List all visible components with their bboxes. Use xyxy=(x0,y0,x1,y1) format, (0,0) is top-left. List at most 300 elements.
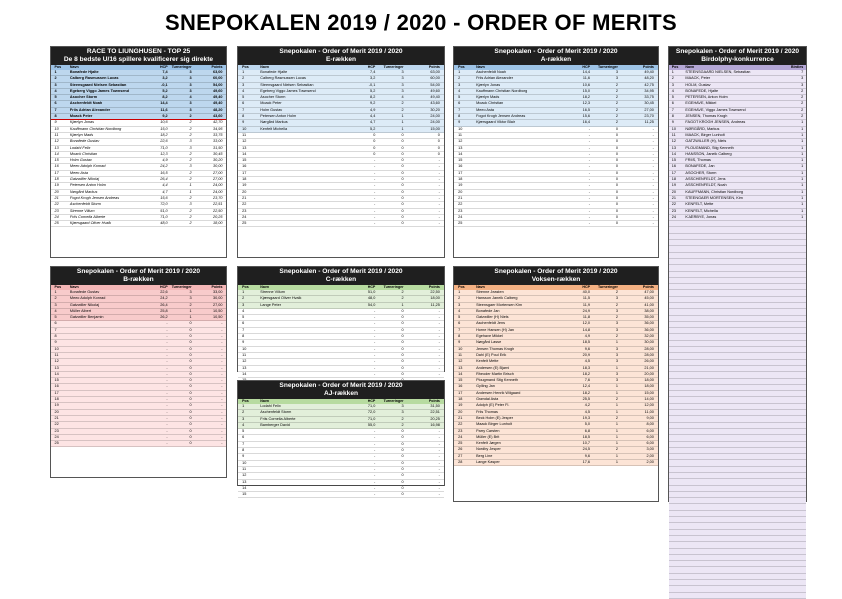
cell-points: - xyxy=(438,183,440,188)
cell-pos: 5 xyxy=(242,429,245,434)
top25-panel xyxy=(50,46,227,258)
col-pos: Pos xyxy=(54,65,62,69)
cell-hcp: 15,6 xyxy=(582,114,590,119)
panel-subtitle: AJ-rækken xyxy=(238,390,444,399)
cell-pos: 3 xyxy=(458,82,461,87)
cell-name xyxy=(476,158,560,163)
cell-name: Strenne Jeasten xyxy=(476,290,504,294)
cell-name xyxy=(260,340,345,345)
cell-tournaments: 2 xyxy=(615,101,618,106)
cell-name xyxy=(70,403,142,408)
cell-points: 36,00 xyxy=(644,327,654,332)
cell-name xyxy=(476,221,560,226)
cell-name xyxy=(70,359,142,364)
cell-points: - xyxy=(652,195,654,200)
cell-hcp: 12,3 xyxy=(160,151,168,156)
cell-points: 8,00 xyxy=(646,422,654,427)
cell-hcp: - xyxy=(588,202,590,207)
cell-tournaments: 3 xyxy=(615,70,618,74)
cell-points: 60,00 xyxy=(212,76,223,81)
cell-birdies: 3 xyxy=(801,76,804,81)
cell-tournaments: 3 xyxy=(189,82,192,87)
cell-pos: 1 xyxy=(242,70,245,74)
cell-pos: 22 xyxy=(671,202,676,207)
cell-points: - xyxy=(652,126,654,131)
cell-name xyxy=(70,378,142,383)
cell-tournaments: 0 xyxy=(401,315,404,320)
cell-pos: 22 xyxy=(54,202,59,207)
cell-hcp: 12,4 xyxy=(582,384,590,389)
cell-birdies: 7 xyxy=(801,70,804,74)
cell-pos: 14 xyxy=(242,371,247,376)
cell-hcp: - xyxy=(374,164,376,169)
cell-pos: 8 xyxy=(671,114,674,119)
cell-points: 11,00 xyxy=(644,409,654,414)
cell-name: Egeberg Viggo James Townsend xyxy=(69,88,130,93)
cell-hcp: - xyxy=(588,208,590,213)
cell-pos: 15 xyxy=(671,158,676,163)
cell-hcp: 16,4 xyxy=(582,120,590,125)
cell-tournaments: 0 xyxy=(615,189,618,194)
cell-hcp: 40,0 xyxy=(582,290,590,294)
cell-points: 12,00 xyxy=(644,403,654,408)
cell-pos: 19 xyxy=(458,183,463,188)
cell-pos: 15 xyxy=(54,158,59,163)
cell-pos: 3 xyxy=(54,302,57,307)
cell-tournaments: 2 xyxy=(615,82,618,87)
cell-tournaments: 2 xyxy=(189,214,192,219)
cell-name: Bonafede Gustav xyxy=(69,290,100,294)
cell-hcp: 22,6 xyxy=(160,139,168,144)
cell-tournaments: 0 xyxy=(615,126,618,131)
cell-name xyxy=(476,133,560,138)
cell-hcp: - xyxy=(166,390,168,395)
cell-tournaments: 0 xyxy=(401,139,404,144)
cell-pos: 10 xyxy=(242,346,247,351)
cell-hcp: 25,5 xyxy=(582,397,590,402)
cell-points: - xyxy=(221,352,223,357)
cell-hcp: - xyxy=(588,189,590,194)
cell-pos: 15 xyxy=(54,378,59,383)
cell-points: 18,00 xyxy=(644,384,654,389)
cell-pos: 1 xyxy=(458,290,461,294)
col-tournaments: Turneringer xyxy=(598,65,618,69)
cell-name: Dahl (E) Poul Erik xyxy=(476,352,507,357)
cell-points: 14,00 xyxy=(644,397,654,402)
cell-hcp: 19,3 xyxy=(582,415,590,420)
cell-pos: 10 xyxy=(671,126,676,131)
cell-hcp: 7,6 xyxy=(584,378,590,383)
cell-tournaments: 1 xyxy=(189,189,192,194)
cell-pos: 1 xyxy=(242,290,245,294)
cell-pos: 16 xyxy=(54,384,59,389)
cell-pos: 5 xyxy=(458,95,461,100)
col-points: Points xyxy=(642,285,654,289)
cell-name: MAACK, Birger Lunholt xyxy=(685,132,725,137)
cell-tournaments: 3 xyxy=(189,290,192,294)
cell-name: Kjærlyn Jonas xyxy=(476,82,501,87)
cell-birdies: 1 xyxy=(801,202,804,207)
cell-tournaments: 1 xyxy=(615,428,618,433)
cell-tournaments: 1 xyxy=(615,422,618,427)
cell-hcp: 3,2 xyxy=(370,76,376,81)
cell-hcp: - xyxy=(166,371,168,376)
cell-hcp: 15,0 xyxy=(582,88,590,93)
cell-pos: 6 xyxy=(54,101,57,106)
cell-hcp: - xyxy=(166,441,168,446)
cell-points: - xyxy=(438,365,440,370)
cell-tournaments: 2 xyxy=(189,151,192,156)
cell-name xyxy=(260,309,345,314)
cell-tournaments: 3 xyxy=(615,378,618,383)
cell-name xyxy=(476,177,560,182)
panel-subtitle: Birdolphy-konkurrence xyxy=(669,56,806,65)
cell-pos: 10 xyxy=(242,460,247,465)
cell-name xyxy=(70,353,142,358)
cell-points: - xyxy=(652,158,654,163)
cell-pos: 22 xyxy=(458,202,463,207)
cell-points: 31,50 xyxy=(430,404,440,408)
cell-pos: 19 xyxy=(54,183,59,188)
cell-name xyxy=(260,347,345,352)
cell-tournaments: 0 xyxy=(401,466,404,471)
cell-pos: 4 xyxy=(54,88,57,93)
cell-hcp: - xyxy=(374,492,376,497)
cell-tournaments: 4 xyxy=(401,95,404,100)
cell-tournaments: 0 xyxy=(401,334,404,339)
cell-points: 35,00 xyxy=(644,315,654,320)
cell-name xyxy=(260,209,345,214)
panel-title: Snepokalen - Order of Merit 2019 / 2020 xyxy=(669,47,806,56)
cell-pos: 13 xyxy=(242,479,247,484)
cell-tournaments: 0 xyxy=(401,145,404,150)
cell-birdies: 1 xyxy=(801,139,804,144)
cell-points: 33,75 xyxy=(212,132,223,137)
cell-name: Beck Holm (E) Jesper xyxy=(476,415,513,420)
cell-hcp: - xyxy=(374,321,376,326)
cell-hcp: - xyxy=(588,132,590,137)
cell-name: Maack Birger Lunholt xyxy=(476,422,512,427)
cell-hcp: - xyxy=(374,170,376,175)
cell-points: 22,50 xyxy=(430,290,440,294)
cell-points: - xyxy=(221,334,223,339)
cell-tournaments: 1 xyxy=(401,120,404,125)
cell-tournaments: 3 xyxy=(615,296,618,301)
cell-points: 34,95 xyxy=(644,88,654,93)
cell-points: - xyxy=(438,170,440,175)
cell-hcp: - xyxy=(374,183,376,188)
cell-points: 24,00 xyxy=(212,183,223,188)
cell-name xyxy=(70,410,142,415)
panel-subtitle: Voksen-rækken xyxy=(454,276,658,285)
cell-pos: 13 xyxy=(54,145,59,150)
col-tournaments: Turneringer xyxy=(383,399,404,403)
cell-points: 20,00 xyxy=(644,371,654,376)
cell-pos: 5 xyxy=(242,95,245,100)
cell-points: 3,00 xyxy=(646,447,654,452)
cell-hcp: - xyxy=(588,177,590,182)
cell-tournaments: 3 xyxy=(189,88,192,93)
cell-name: Friis Cornelia Alberte xyxy=(260,416,296,421)
cell-pos: 24 xyxy=(458,434,463,439)
cell-tournaments: 0 xyxy=(615,170,618,175)
cell-tournaments: 0 xyxy=(401,365,404,370)
cell-tournaments: 1 xyxy=(615,365,618,370)
col-name: Navn xyxy=(685,65,695,69)
cell-points: - xyxy=(221,384,223,389)
cell-hcp: 11,8 xyxy=(582,315,590,320)
cell-hcp: - xyxy=(166,359,168,364)
cell-name: Gatzwiller Nikolaj xyxy=(69,177,100,182)
cell-points: 15,00 xyxy=(644,390,654,395)
cell-hcp: - xyxy=(166,422,168,427)
cell-points: - xyxy=(438,460,440,465)
cell-tournaments: 0 xyxy=(401,435,404,440)
cell-name xyxy=(260,328,345,333)
cell-birdies: 1 xyxy=(801,164,804,169)
cell-name: HOLM, Gustav xyxy=(685,82,711,87)
cell-points: - xyxy=(438,479,440,484)
cell-name: Müller (E) Brit xyxy=(476,434,500,439)
col-tournaments: Turneringer xyxy=(171,285,192,289)
cell-hcp: - xyxy=(374,214,376,219)
cell-hcp: 24,2 xyxy=(160,164,168,169)
cell-name: Egehave Mikkel xyxy=(476,334,503,339)
cell-hcp: 4,2 xyxy=(584,403,590,408)
cell-tournaments: 0 xyxy=(401,308,404,313)
cell-tournaments: 1 xyxy=(401,302,404,307)
col-points: Points xyxy=(211,65,223,69)
cell-hcp: - xyxy=(374,365,376,370)
cell-pos: 3 xyxy=(242,302,245,307)
cell-tournaments: 2 xyxy=(189,114,192,119)
table-row xyxy=(454,221,658,227)
cell-pos: 24 xyxy=(458,214,463,219)
cell-points: - xyxy=(438,429,440,434)
cell-tournaments: 3 xyxy=(401,82,404,87)
cell-points: 63,00 xyxy=(430,70,440,74)
col-tournaments: Turneringer xyxy=(171,65,192,69)
cell-points: 28,00 xyxy=(644,352,654,357)
cell-tournaments: 3 xyxy=(189,70,192,74)
cell-pos: 10 xyxy=(458,126,463,131)
cell-name: Lange Peter xyxy=(260,302,281,307)
cell-hcp: - xyxy=(374,202,376,207)
cell-pos: 12 xyxy=(458,139,463,144)
cell-points: 2,00 xyxy=(646,453,654,458)
cell-hcp: - xyxy=(374,208,376,213)
col-tournaments: Turneringer xyxy=(383,65,404,69)
cell-name: KJÆRBYE, Jonas xyxy=(685,214,717,219)
cell-name: Calberg Rasmussen Lucas xyxy=(260,76,306,81)
cell-pos: 2 xyxy=(458,76,461,81)
col-pos: Pos xyxy=(458,285,465,289)
cell-pos: 16 xyxy=(458,384,463,389)
cell-hcp: - xyxy=(374,189,376,194)
cell-name: Steensgaard Nielsen Sebastian xyxy=(260,82,314,87)
cell-points: 0 xyxy=(437,145,440,150)
cell-tournaments: 2 xyxy=(615,114,618,119)
cell-hcp: 72,0 xyxy=(160,202,168,207)
cell-tournaments: 1 xyxy=(615,460,618,465)
cell-points: 49,40 xyxy=(430,95,440,100)
cell-pos: 21 xyxy=(242,195,247,200)
cell-pos: 17 xyxy=(54,170,59,175)
cell-points: 0 xyxy=(437,139,440,144)
cell-points: - xyxy=(438,346,440,351)
cell-hcp: - xyxy=(374,334,376,339)
cell-points: 18,00 xyxy=(644,378,654,383)
cell-points: - xyxy=(652,214,654,219)
cell-tournaments: 0 xyxy=(401,346,404,351)
cell-pos: 10 xyxy=(458,346,463,351)
cell-hcp: 15,6 xyxy=(160,195,168,200)
cell-points: 20,25 xyxy=(212,214,223,219)
cell-name: Fogot Krogh Jensen Andreas xyxy=(476,114,526,119)
cell-pos: 11 xyxy=(458,352,463,357)
cell-tournaments: 2 xyxy=(189,170,192,175)
cell-tournaments: 3 xyxy=(615,321,618,326)
cell-points: - xyxy=(438,352,440,357)
cell-hcp: - xyxy=(374,485,376,490)
cell-points: 10,50 xyxy=(212,315,223,320)
cell-name xyxy=(70,391,142,396)
cell-points: 30,00 xyxy=(212,164,223,169)
cell-tournaments: 3 xyxy=(615,308,618,313)
cell-pos: 21 xyxy=(458,415,463,420)
cell-tournaments: 3 xyxy=(615,359,618,364)
cell-pos: 23 xyxy=(54,208,59,213)
cell-hcp: 0 xyxy=(373,139,376,144)
cell-pos: 27 xyxy=(458,453,463,458)
cell-tournaments: 0 xyxy=(189,334,192,339)
cell-points: 30,00 xyxy=(644,340,654,345)
cell-name xyxy=(476,127,560,132)
cell-tournaments: 2 xyxy=(189,132,192,137)
cell-hcp: - xyxy=(374,435,376,440)
cell-name: Fogot Krogh Jensen Andreas xyxy=(69,195,120,200)
cell-hcp: 10,6 xyxy=(582,82,590,87)
cell-name: Kauffmann Christian Nordborg xyxy=(69,126,122,131)
cell-tournaments: 1 xyxy=(189,308,192,313)
cell-hcp: 0 xyxy=(373,132,376,137)
cell-name: Aschenfeldt Noah xyxy=(69,101,103,106)
cell-pos: 10 xyxy=(242,126,247,131)
cell-name xyxy=(476,171,560,176)
cell-points: - xyxy=(438,308,440,313)
cell-points: 30,45 xyxy=(212,151,223,156)
cell-pos: 11 xyxy=(458,132,463,137)
cell-tournaments: 0 xyxy=(189,415,192,420)
cell-points: - xyxy=(438,340,440,345)
cell-tournaments: 1 xyxy=(615,384,618,389)
cell-tournaments: 0 xyxy=(615,177,618,182)
cell-hcp: 7,4 xyxy=(370,70,376,74)
cell-points: - xyxy=(652,151,654,156)
cell-tournaments: 0 xyxy=(615,202,618,207)
panel-subtitle: B-rækken xyxy=(51,276,226,285)
b-raekken-panel xyxy=(50,266,227,478)
cell-points: - xyxy=(652,170,654,175)
cell-points: 6,00 xyxy=(646,441,654,446)
cell-hcp: - xyxy=(374,195,376,200)
cell-points: - xyxy=(438,485,440,490)
cell-pos: 15 xyxy=(458,158,463,163)
cell-name: Holm Gustav xyxy=(260,107,283,112)
cell-pos: 7 xyxy=(458,107,461,112)
cell-pos: 18 xyxy=(54,397,59,402)
cell-name: Meeo Asta xyxy=(476,107,495,112)
cell-tournaments: 2 xyxy=(615,447,618,452)
cell-tournaments: 0 xyxy=(189,384,192,389)
cell-pos: 26 xyxy=(458,447,463,452)
cell-pos: 11 xyxy=(671,132,676,137)
cell-points: 36,00 xyxy=(644,321,654,326)
cell-points: 30,20 xyxy=(212,158,223,163)
cell-tournaments: 2 xyxy=(615,95,618,100)
cell-name xyxy=(260,171,345,176)
cell-hcp: 4,5 xyxy=(584,409,590,414)
cell-hcp: 71,0 xyxy=(367,404,376,408)
panel-title: Snepokalen - Order of Merit 2019 / 2020 xyxy=(454,47,658,56)
cell-hcp: 14,8 xyxy=(582,327,590,332)
col-pos: Pos xyxy=(242,65,249,69)
cell-name: Adolph (E) Peter Fl. xyxy=(476,403,510,408)
cell-pos: 2 xyxy=(458,296,461,301)
cell-points: - xyxy=(221,415,223,420)
cell-hcp: - xyxy=(374,359,376,364)
cell-name: Asocher Storm xyxy=(260,95,286,100)
cell-points: 27,00 xyxy=(212,177,223,182)
cell-tournaments: 2 xyxy=(615,397,618,402)
cell-hcp: - xyxy=(374,221,376,226)
cell-name xyxy=(70,328,142,333)
cell-hcp: 5,2 xyxy=(162,88,168,93)
cell-tournaments: 2 xyxy=(401,416,404,421)
cell-points: - xyxy=(221,340,223,345)
cell-pos: 12 xyxy=(54,139,59,144)
cell-name: Moack Christian xyxy=(69,151,98,156)
cell-pos: 11 xyxy=(54,352,59,357)
cell-tournaments: 0 xyxy=(189,428,192,433)
col-pos: Pos xyxy=(458,65,465,69)
cell-pos: 19 xyxy=(242,183,247,188)
cell-pos: 10 xyxy=(54,126,59,131)
cell-pos: 24 xyxy=(242,214,247,219)
cell-name: Calberg Rasmussen Lucas xyxy=(69,76,119,81)
cell-hcp: - xyxy=(588,183,590,188)
cell-tournaments: 0 xyxy=(189,352,192,357)
cell-tournaments: 1 xyxy=(401,114,404,119)
cell-points: - xyxy=(652,145,654,150)
cell-points: 33,75 xyxy=(644,95,654,100)
cell-pos: 2 xyxy=(54,76,57,81)
cell-name: PETERSEN, Anton Holm xyxy=(685,95,728,100)
cell-hcp: - xyxy=(588,221,590,226)
cell-tournaments: 0 xyxy=(401,214,404,219)
cell-tournaments: 2 xyxy=(189,302,192,307)
cell-birdies: 1 xyxy=(801,151,804,156)
cell-pos: 19 xyxy=(458,403,463,408)
cell-name: BONAFEDE, Hjalte xyxy=(685,88,719,93)
cell-name xyxy=(476,152,560,157)
cell-tournaments: 2 xyxy=(615,315,618,320)
cell-hcp: - xyxy=(374,352,376,357)
cell-name xyxy=(70,416,142,421)
cell-hcp: 18,5 xyxy=(582,434,590,439)
cell-name xyxy=(70,321,142,326)
cell-hcp: 9,6 xyxy=(584,453,590,458)
